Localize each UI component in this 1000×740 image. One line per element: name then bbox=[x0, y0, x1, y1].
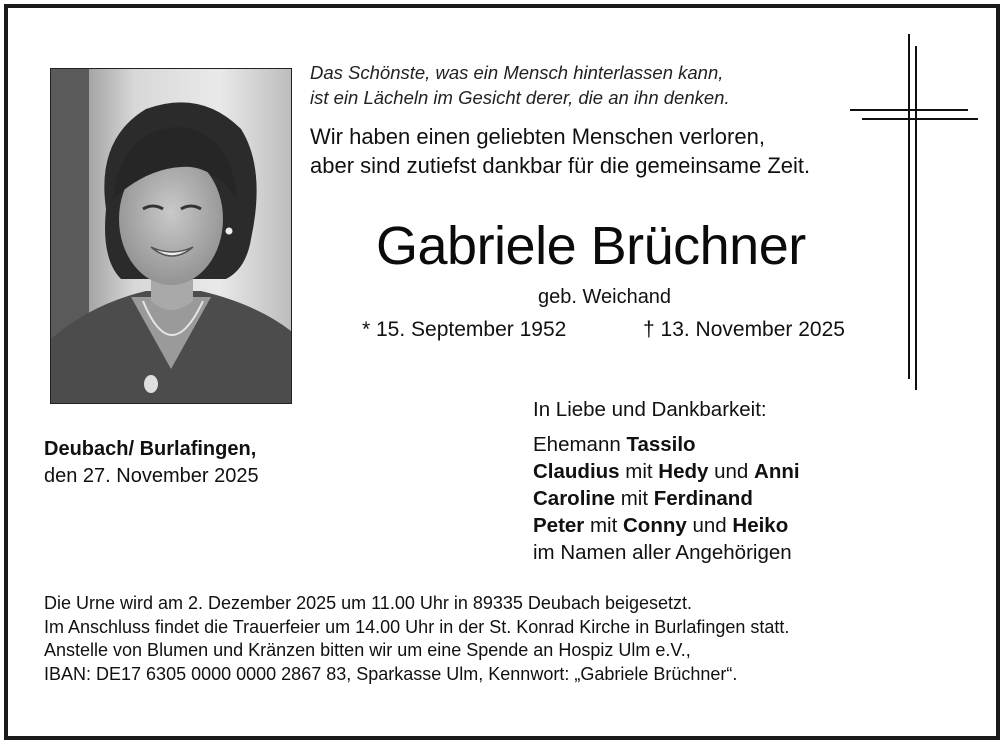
portrait-photo bbox=[50, 68, 292, 404]
notice-line-3: Anstelle von Blumen und Kränzen bitten wir um eine Spende an Hospiz Ulm e.V., bbox=[44, 640, 691, 660]
funeral-notice bbox=[44, 592, 789, 686]
husband-name: Tassilo bbox=[626, 433, 696, 456]
family-line-4: Peter mit Conny und Heiko bbox=[533, 514, 789, 537]
quote bbox=[310, 60, 730, 110]
death-date: † 13. November 2025 bbox=[643, 318, 845, 341]
family-heading: In Liebe und Dankbarkeit: bbox=[533, 398, 767, 421]
location-date: den 27. November 2025 bbox=[44, 465, 259, 487]
family-line-2: Claudius mit Hedy und Anni bbox=[533, 460, 800, 483]
quote-line-2: ist ein Lächeln im Gesicht derer, die an ihn denken. bbox=[310, 87, 730, 108]
intro-line-1: Wir haben einen geliebten Menschen verloren, bbox=[310, 124, 765, 149]
notice-line-1: Die Urne wird am 2. Dezember 2025 um 11.00 Uhr in 89335 Deubach beigesetzt. bbox=[44, 593, 693, 613]
intro-text bbox=[310, 122, 810, 180]
intro-line-2: aber sind zutiefst dankbar für die gemeinsame Zeit. bbox=[310, 153, 811, 178]
deceased-name: Gabriele Brüchner bbox=[376, 216, 806, 276]
portrait-illustration bbox=[51, 69, 291, 403]
notice-line-4: IBAN: DE17 6305 0000 0000 2867 83, Sparkasse Ulm, Kennwort: „Gabriele Brüchner“. bbox=[44, 663, 738, 684]
family-husband: Ehemann Tassilo bbox=[533, 433, 696, 456]
birth-name: geb. Weichand bbox=[538, 286, 672, 308]
cross-icon bbox=[846, 34, 980, 394]
family-block bbox=[533, 396, 800, 566]
family-closing: im Namen aller Angehörigen bbox=[533, 541, 792, 564]
family-line-3: Caroline mit Ferdinand bbox=[533, 487, 753, 510]
notice-line-2: Im Anschluss findet die Trauerfeier um 14.00 Uhr in der St. Konrad Kirche in Burlafingen statt. bbox=[44, 616, 790, 637]
location-place: Deubach/ Burlafingen, bbox=[44, 438, 257, 460]
location-block bbox=[44, 436, 259, 490]
quote-line-1: Das Schönste, was ein Mensch hinterlassen kann, bbox=[310, 62, 724, 83]
birth-date: * 15. September 1952 bbox=[362, 318, 567, 341]
